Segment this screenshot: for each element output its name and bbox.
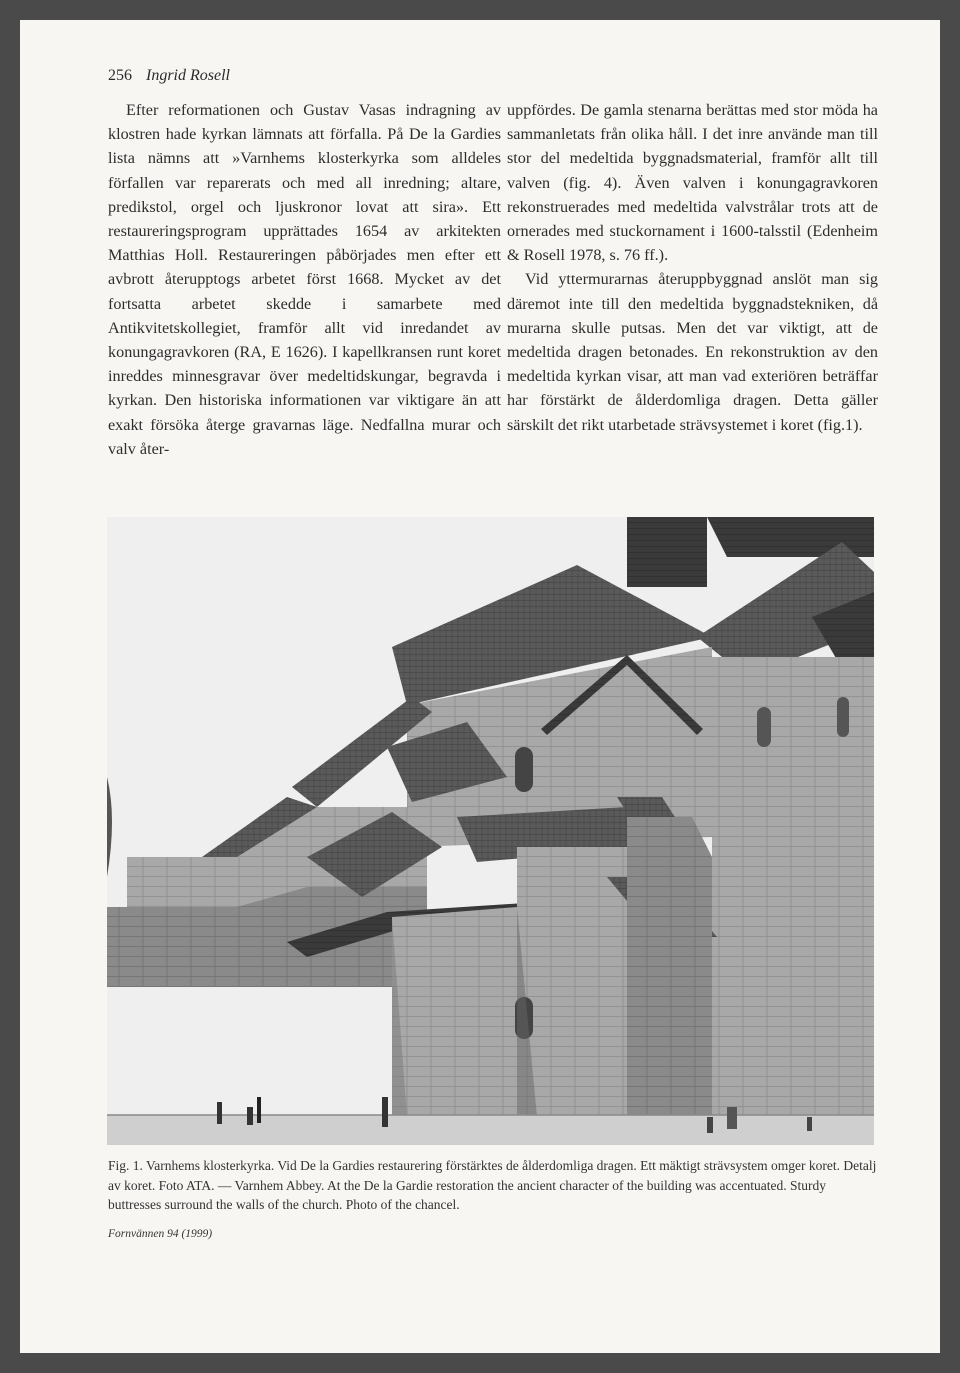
author-name: Ingrid Rosell bbox=[146, 67, 230, 84]
figure-caption bbox=[108, 1156, 878, 1215]
right-column bbox=[507, 98, 878, 437]
book-page bbox=[20, 20, 940, 1353]
page-number: 256 bbox=[108, 67, 132, 84]
left-column-paragraph: Efter reformationen och Gustav Vasas indragning av klostren hade kyrkan lämnats att förfalla. På De la Gardies lista nämns att »Varnhems klosterkyrka som alldeles förfallen var reparerats och med all inredning; altare, predikstol, orgel och ljuskronor lovat att sira». Ett restaureringsprogram upprättades 1654 av arkitekten Matthias Holl. Restaureringen påbörjades men efter ett avbrott återupptogs arbetet först 1668. Mycket av det fortsatta arbetet skedde i samarbete med Antikvitetskollegiet, framför allt vid inredandet av konungagravkoren (RA, E 1626). I kapellkransen runt koret inreddes minnesgravar över medeltidskungar, begravda i kyrkan. Den historiska informationen var viktigare än att exakt försöka återge gravarnas läge. Nedfallna murar och valv åter- bbox=[108, 101, 501, 458]
running-head bbox=[108, 67, 230, 85]
right-column-paragraph-1: uppfördes. De gamla stenarna berättas med stor möda ha sammanletats från olika håll. I det inre använde man till stor del medeltida byggnadsmaterial, framför allt till valven (fig. 4). Även valven i konungagravkoren rekonstruerades med medeltida valvstrålar trots att de ornerades med stuckornament i 1600-talsstil (Edenheim & Rosell 1978, s. 76 ff.). bbox=[507, 101, 878, 265]
church-photograph bbox=[107, 517, 874, 1145]
right-column-paragraph-2: Vid yttermurarnas återuppbyggnad anslöt man sig däremot inte till den medeltida byggnadstekniken, då murarna skulle putsas. Men det var viktigt, att de medeltida dragen betonades. En rekonstruktion av den medeltida kyrkan visar, att man vad exteriören beträffar har förstärkt de ålderdomliga dragen. Detta gäller särskilt det rikt utarbetade strävsystemet i koret (fig.1). bbox=[507, 270, 878, 434]
journal-footer: Fornvännen 94 (1999) bbox=[108, 1228, 213, 1240]
caption-text: Fig. 1. Varnhems klosterkyrka. Vid De la Gardies restaurering förstärktes de ålderdomliga dragen. Ett mäktigt strävsystem omger koret. Detalj av koret. Foto ATA. — Varnhem Abbey. At the De la Gardie restoration the ancient character of the building was accentuated. Sturdy buttresses surround the walls of the church. Photo of the chancel. bbox=[108, 1158, 877, 1212]
left-column bbox=[108, 98, 501, 461]
